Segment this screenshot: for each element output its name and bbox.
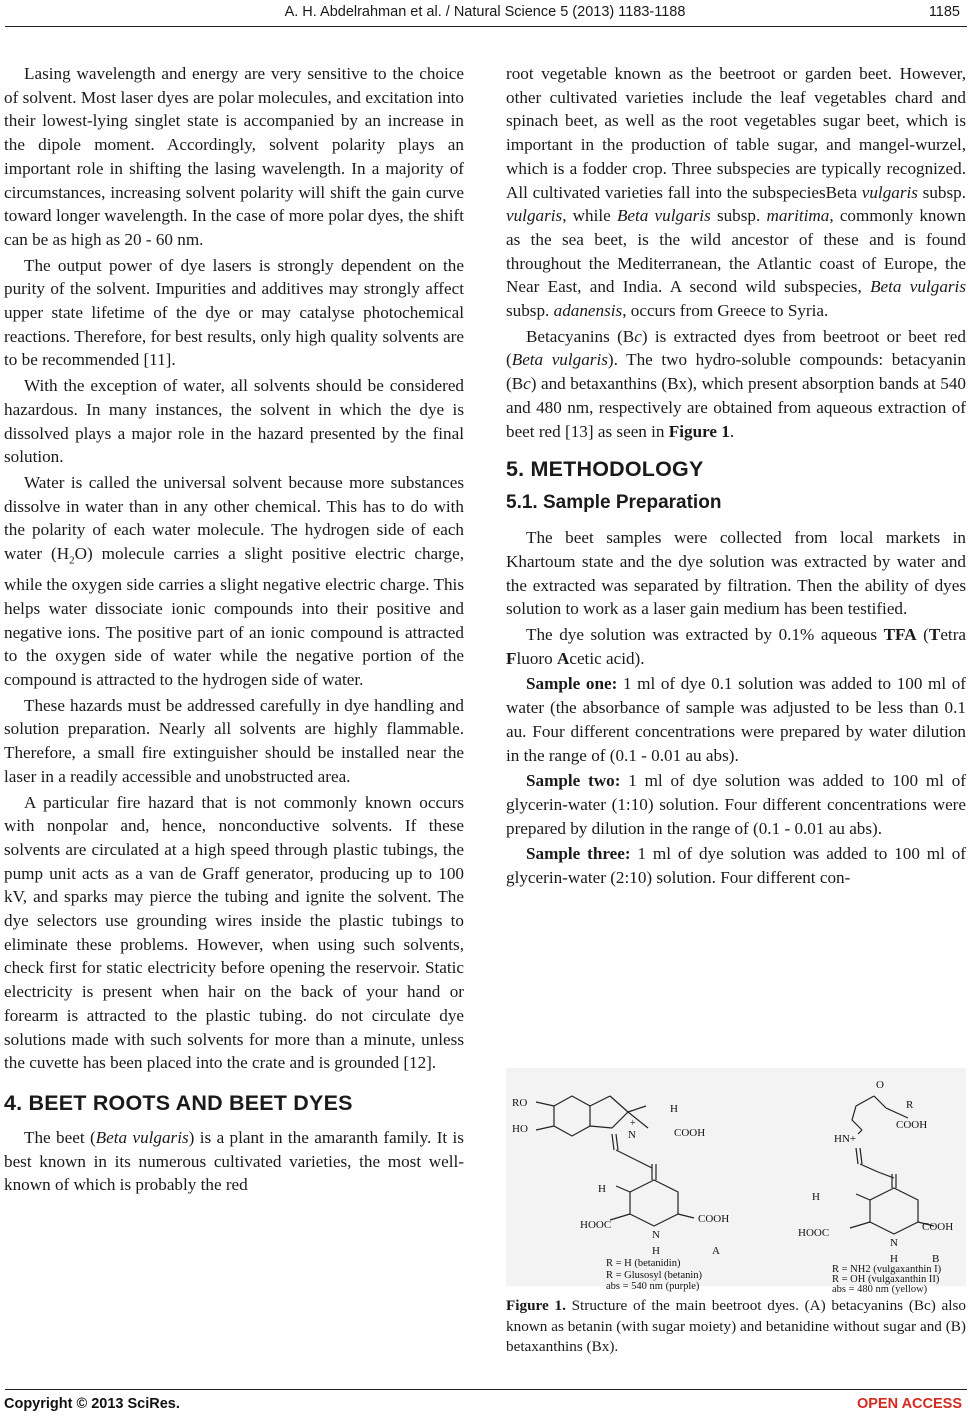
fig-b-hn: HN+ [834, 1133, 857, 1145]
paragraph: Sample two: 1 ml of dye solution was added to 100 ml of glycerin-water (1:10) solution. Four different concentrations were prepared by dilution in the range of (0.1 - 0.01 au abs). [506, 771, 966, 838]
fig-b-legend-1: R = NH2 (vulgaxanthin I) [832, 1264, 942, 1275]
fig-a-legend-3: abs = 540 nm (purple) [606, 1281, 700, 1292]
fig-a-hooc: HOOC [580, 1219, 612, 1231]
paragraph: The output power of dye lasers is strongly dependent on the purity of the solvent. Impurities and additives may strongly affect upper state lifetime of the dye or may catalyse photochemical reactions. Therefore, for best results, only high quality solvents are to be recommended [11]. [4, 255, 464, 370]
footer-rule [5, 1389, 967, 1390]
paragraph: Water is called the universal solvent because more substances dissolve in water than in any other chemical. This has to do with the polarity of each water molecule. The hydrogen side of each water $(H_2O)$ molecule carries a slight positive electric charge, while the oxygen side carries a slight negative electric charge. This helps water dissociate ionic compounds into their positive and negative ions. The positive part of an ionic compound is attracted to the oxygen side of water while the negative portion of the compound is attracted to the hydrogen side of water. [4, 472, 464, 689]
fig-a-h-top: H [670, 1103, 678, 1115]
fig-b-h-left: H [812, 1191, 820, 1203]
right-column [506, 62, 966, 892]
page-number: 1185 [928, 4, 960, 20]
fig-b-label: B [932, 1253, 940, 1265]
section-heading: 5. METHODOLOGY [506, 457, 704, 482]
running-header [0, 2, 970, 24]
paragraph: The beet samples were collected from local markets in Khartoum state and the dye solution was extracted by water and the extracted was separated by filtration. Then the ability of dyes solution to work as a laser gain medium has been testified. [506, 528, 966, 619]
fig-b-r: R [906, 1099, 914, 1111]
paragraph: The beet (Beta vulgaris) is a plant in the amaranth family. It is best known in its numerous cultivated varieties, the most well-known of which is probably the red [4, 1127, 464, 1195]
paragraph: Lasing wavelength and energy are very sensitive to the choice of solvent. Most laser dyes are polar molecules, and excitation into their lowest-lying singlet state is accompanied by an increase in the dipole moment. Accordingly, solvent polarity plays an important role in shifting the lasing wavelength. In a majority of circumstances, increasing solvent polarity will shift the gain curve toward longer wavelength. In the case of more polar dyes, the shift can be as high as 20 - 60 nm. [4, 64, 464, 249]
fig-a-n-plus: N [628, 1129, 636, 1141]
fig-a-h-left: H [598, 1183, 606, 1195]
fig-b-n: N [890, 1237, 898, 1249]
fig-a-cooh-1: COOH [674, 1127, 706, 1139]
footer-copyright: Copyright © 2013 SciRes. [4, 1396, 180, 1412]
paragraph: root vegetable known as the beetroot or garden beet. However, other cultivated varieties include the leaf vegetables chard and spinach beet, as well as the root vegetables sugar beet, which is important in the production of table sugar, and mangel-wurzel, which is a fodder crop. Three subspecies are typically recognized. All cultivated varieties fall into the subspeciesBeta vulgaris subsp. vulgaris, while Beta vulgaris subsp. maritima, commonly known as the sea beet, is the wild ancestor of these and is found throughout the Mediterranean, the Atlantic coast of Europe, the Near East, and India. A second wild subspecies, Beta vulgaris subsp. adanensis, occurs from Greece to Syria. [506, 64, 966, 321]
fig-b-legend-2: R = OH (vulgaxanthin II) [832, 1274, 940, 1285]
fig-a-ro: RO [512, 1097, 528, 1109]
fig-a-cooh-2: COOH [698, 1213, 730, 1225]
paragraph: Sample one: 1 ml of dye 0.1 solution was added to 100 ml of water (the absorbance of sample was adjusted to be less than 0.1 au. Four different concentrations were prepared by water dilution in the range of (0.1 - 0.01 au abs). [506, 674, 966, 765]
footer-open-access: OPEN ACCESS [856, 1396, 962, 1412]
fig-a-plus: + [630, 1118, 636, 1129]
header-citation: A. H. Abdelrahman et al. / Natural Science 5 (2013) 1183-1188 [284, 4, 686, 20]
left-column [4, 62, 464, 1199]
fig-b-h-n: H [890, 1253, 898, 1265]
fig-b-hooc: HOOC [798, 1227, 830, 1239]
fig-b-cooh-1: COOH [896, 1119, 928, 1131]
fig-a-ho: HO [512, 1123, 528, 1135]
paragraph: The dye solution was extracted by 0.1% aqueous TFA (Tetra Fluoro Acetic acid). [506, 625, 967, 668]
fig-b-cooh-2: COOH [922, 1221, 954, 1233]
paragraph: With the exception of water, all solvents should be considered hazardous. In many instances, the solvent in which the dye is dissolved plays a major role in the hazard presented by the final solution. [4, 376, 464, 467]
paragraph: A particular fire hazard that is not commonly known occurs with nonpolar and, hence, nonconductive solvents. If these solvents are circulated at a high speed through plastic tubings, the pump unit acts as a van de Graff generator, producing up to 100 kV, and sparks may pierce the tubing and ignite the solvent. The dye selectors use grounding wires inside the plastic tubings to eliminate these problems. However, when using such solvents, check first for static electricity before opening the reservoir. Static electricity is present when hair on the back of your hand or forearm is attracted to the plastic tubing. do not circulate dye solutions made with such solvents for more than a minute, unless the cuvette has been placed into the crate and is grounded [12]. [4, 792, 464, 1073]
fig-a-h-n: H [652, 1245, 660, 1257]
paragraph: Betacyanins (Bc) is extracted dyes from beetroot or beet red (Beta vulgaris). The two hydro-soluble compounds: betacyanin (Bc) and betaxanthins (Bx), which present absorption bands at 540 and 480 nm, respectively are obtained from aqueous extraction of beet red [13] as seen in Figure 1. [506, 326, 966, 441]
fig-b-legend-3: abs = 480 nm (yellow) [832, 1284, 928, 1295]
paragraph: Sample three: 1 ml of dye solution was added to 100 ml of glycerin-water (2:10) solution. Four different con- [506, 844, 966, 888]
fig-a-legend-1: R = H (betanidin) [606, 1258, 681, 1269]
header-rule [5, 26, 967, 27]
fig-a-label: A [712, 1245, 720, 1257]
fig-b-o: O [876, 1079, 884, 1091]
subsection-heading: 5.1. Sample Preparation [506, 492, 722, 514]
fig-a-legend-2: R = Glusosyl (betanin) [606, 1270, 703, 1281]
fig-a-n: N [652, 1229, 660, 1241]
section-heading: 4. BEET ROOTS AND BEET DYES [4, 1090, 353, 1115]
figure-caption: Figure 1. Structure of the main beetroot dyes. (A) betacyanins (Bc) also known as betanin (with sugar moiety) and betanidine without sugar and (B) betaxanthins (Bx). [506, 1297, 966, 1355]
paragraph: These hazards must be addressed carefully in dye handling and solution preparation. Nearly all solvents are highly flammable. Therefore, a small fire extinguisher should be installed near the laser in a readily accessible and unobstructed area. [4, 695, 464, 786]
